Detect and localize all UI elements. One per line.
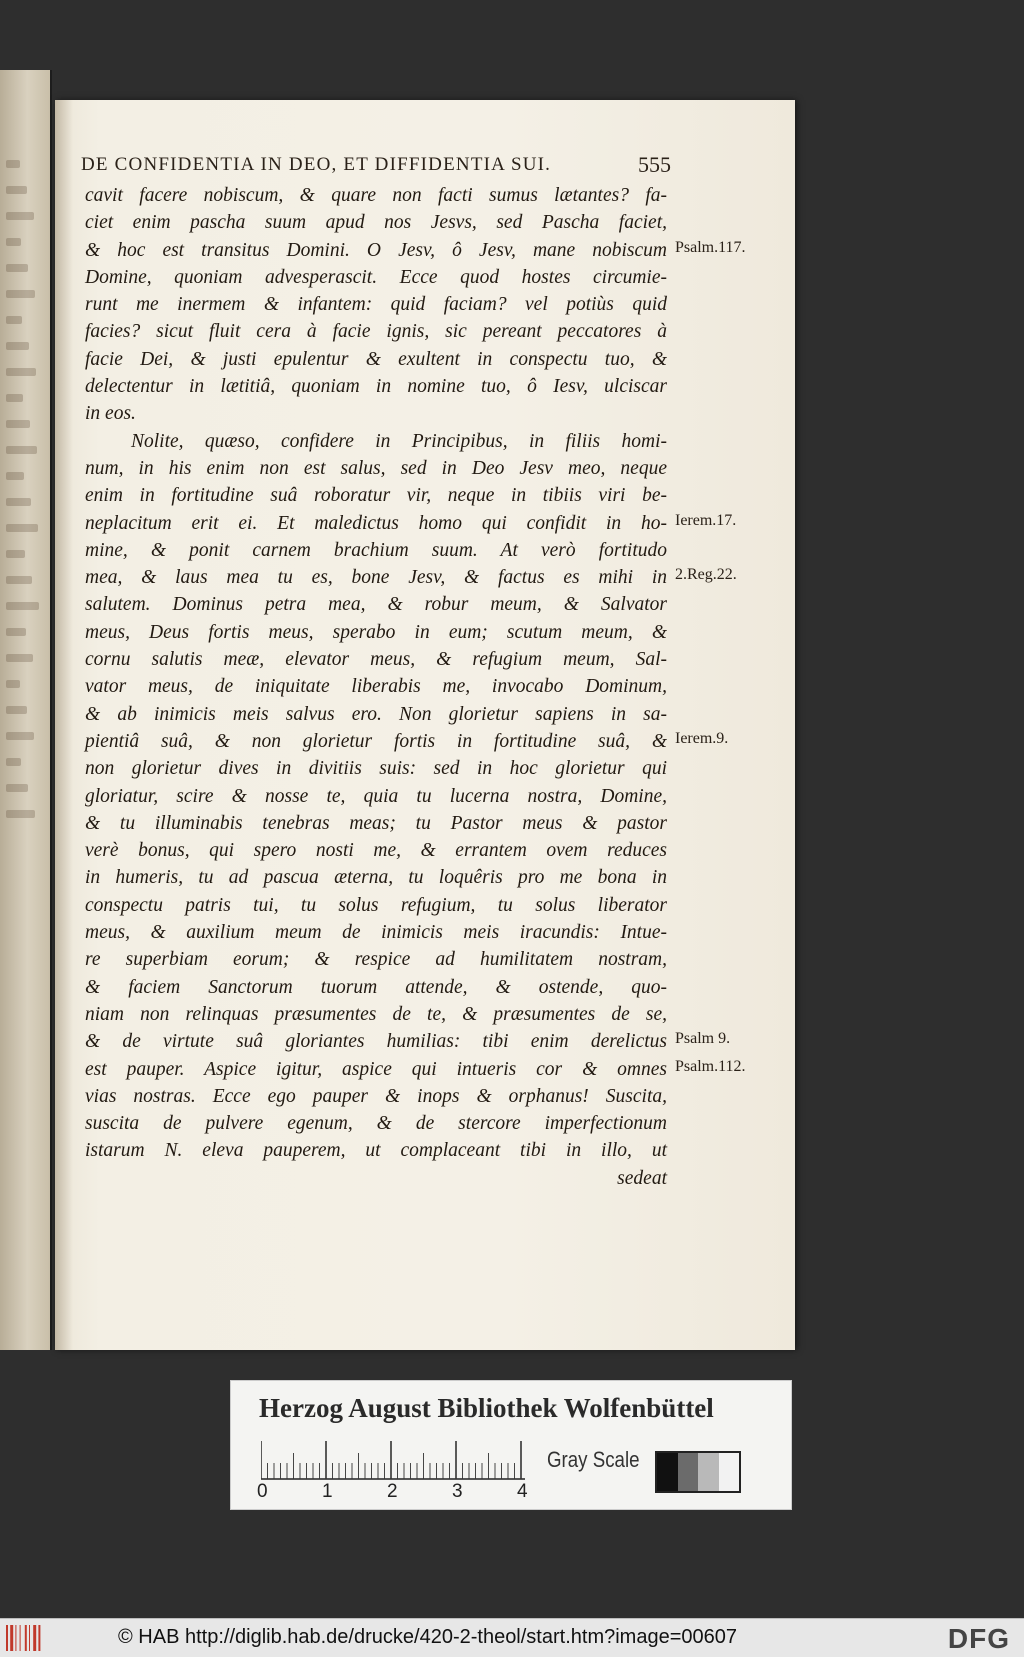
text-line: verè bonus, qui spero nosti me, & errantem ovem reduces — [85, 840, 667, 862]
library-name: Herzog August Bibliothek Wolfenbüttel — [259, 1393, 714, 1423]
facing-page-text-trace — [6, 706, 27, 714]
text-line: suscita de pulvere egenum, & de stercore imperfectionum — [85, 1113, 667, 1135]
text-line: & hoc est transitus Domini. O Jesv, ô Jesv, mane nobiscum — [85, 239, 667, 261]
gray-swatch — [678, 1453, 699, 1491]
text-line: ciet enim pascha suum apud nos Jesvs, sed Pascha faciet, — [85, 212, 667, 234]
text-line: enim in fortitudine suâ roboratur vir, neque in tibiis viri be- — [85, 485, 667, 507]
barcode-bar — [25, 1625, 27, 1651]
gray-scale-swatches — [655, 1451, 741, 1493]
text-line: re superbiam eorum; & respice ad humilitatem nostram, — [85, 949, 667, 971]
text-line: in eos. — [85, 403, 136, 425]
text-line: facies? sicut fluit cera à facie ignis, sic pereant peccatores à — [85, 321, 667, 343]
margin-note: Psalm 9. — [675, 1030, 731, 1048]
facing-page-text-trace — [6, 186, 27, 194]
gray-scale-label: Gray Scale — [547, 1447, 640, 1472]
text-line: niam non relinquas præsumentes de te, & præsumentes de se, — [85, 1003, 667, 1025]
ruler-scale — [261, 1441, 529, 1481]
facing-page-text-trace — [6, 732, 34, 740]
text-line: & tu illuminabis tenebras meas; tu Pastor meus & pastor — [85, 812, 667, 834]
text-line: est pauper. Aspice igitur, aspice qui intueris cor & omnes — [85, 1058, 667, 1080]
barcode-icon — [6, 1625, 46, 1651]
ruler-digits — [257, 1481, 537, 1503]
ruler-digit: 4 — [517, 1481, 528, 1502]
margin-note: Ierem.17. — [675, 511, 737, 529]
margin-note: Psalm.112. — [675, 1057, 746, 1075]
barcode-bar — [20, 1625, 21, 1651]
text-line: delectentur in lætitiâ, quoniam in nomine tuo, ô Iesv, ulciscar — [85, 376, 667, 398]
text-line: non glorietur dives in divitiis suis: sed in hoc glorietur qui — [85, 758, 667, 780]
facing-page-text-trace — [6, 316, 22, 324]
text-line: istarum N. eleva pauperem, ut complaceant tibi in illo, ut — [85, 1140, 667, 1162]
text-line: Nolite, quæso, confidere in Principibus, in filiis homi- — [131, 430, 667, 452]
facing-page-text-trace — [6, 342, 29, 350]
book-page — [55, 100, 795, 1350]
text-line: & ab inimicis meis salvus ero. Non glorietur sapiens in sa- — [85, 703, 667, 725]
text-line: facie Dei, & justi epulentur & exultent in conspectu tuo, & — [85, 348, 667, 370]
text-line: cornu salutis meæ, elevator meus, & refugium meum, Sal- — [85, 649, 667, 671]
facing-page-text-trace — [6, 628, 26, 636]
facing-page-text-trace — [6, 160, 20, 168]
barcode-bar — [29, 1625, 30, 1651]
page-gutter-shadow — [55, 100, 73, 1350]
text-line: salutem. Dominus petra mea, & robur meum, & Salvator — [85, 594, 667, 616]
facing-page-text-trace — [6, 394, 23, 402]
text-line: num, in his enim non est salus, sed in Deo Jesv meo, neque — [85, 457, 667, 479]
barcode-bar — [33, 1625, 36, 1651]
dfg-logo: DFG — [947, 1623, 1010, 1654]
text-line: & faciem Sanctorum tuorum attende, & ostende, quo- — [85, 976, 667, 998]
barcode-bar — [38, 1625, 40, 1651]
color-scale-card — [230, 1380, 792, 1510]
text-line: pientiâ suâ, & non glorietur fortis in fortitudine suâ, & — [85, 730, 667, 752]
facing-page-text-trace — [6, 472, 24, 480]
facing-page-text-trace — [6, 602, 39, 610]
text-line: in humeris, tu ad pascua æterna, tu loquêris pro me bona in — [85, 867, 667, 889]
text-line: & de virtute suâ gloriantes humilias: tibi enim derelictus — [85, 1031, 667, 1053]
text-line: mea, & laus mea tu es, bone Jesv, & factus es mihi in — [85, 567, 667, 589]
barcode-bar — [15, 1625, 16, 1651]
facing-page-text-trace — [6, 550, 25, 558]
source-url[interactable]: © HAB http://diglib.hab.de/drucke/420-2-theol/start.htm?image=00607 — [118, 1626, 737, 1648]
facing-page-text-trace — [6, 498, 31, 506]
gray-swatch — [719, 1453, 740, 1491]
facing-page-text-trace — [6, 238, 21, 246]
text-line: vias nostras. Ecce ego pauper & inops & orphanus! Suscita, — [85, 1085, 667, 1107]
facing-page-text-trace — [6, 446, 37, 454]
barcode-bar — [6, 1625, 8, 1651]
running-header — [81, 152, 671, 178]
facing-page-text-trace — [6, 576, 32, 584]
text-line: cavit facere nobiscum, & quare non facti sumus lætantes? fa- — [85, 185, 667, 206]
text-line: conspectu patris tui, tu solus refugium, tu solus liberator — [85, 894, 667, 916]
facing-page-text-trace — [6, 680, 20, 688]
running-title: DE CONFIDENTIA IN DEO, ET DIFFIDENTIA SUI. — [81, 154, 552, 175]
facing-page-text-trace — [6, 654, 33, 662]
gray-swatch — [657, 1453, 678, 1491]
facing-page-text-trace — [6, 264, 28, 272]
facing-page-text-trace — [6, 524, 38, 532]
text-line: sedeat — [617, 1167, 667, 1189]
text-line: runt me inermem & infantem: quid faciam? vel potiùs quid — [85, 294, 667, 316]
text-line: gloriatur, scire & nosse te, quia tu lucerna nostra, Domine, — [85, 785, 667, 807]
facing-page-text-trace — [6, 420, 30, 428]
facing-page-text-trace — [6, 368, 36, 376]
facing-page-text-trace — [6, 810, 35, 818]
text-line: vator meus, de iniquitate liberabis me, invocabo Dominum, — [85, 676, 667, 698]
body-text — [85, 182, 667, 1192]
ruler-digit: 3 — [452, 1481, 463, 1502]
facing-page-text-trace — [6, 212, 34, 220]
text-line: meus, Deus fortis meus, sperabo in eum; scutum meum, & — [85, 621, 667, 643]
ruler-digit: 0 — [257, 1481, 268, 1502]
ruler-digit: 1 — [322, 1481, 333, 1502]
margin-note: 2.Reg.22. — [675, 566, 737, 584]
footer-bar — [0, 1618, 1024, 1657]
margin-note: Psalm.117. — [675, 238, 746, 256]
page-number: 555 — [638, 152, 671, 177]
text-line: mine, & ponit carnem brachium suum. At verò fortitudo — [85, 539, 667, 561]
text-line: neplacitum erit ei. Et maledictus homo qui confidit in ho- — [85, 512, 667, 534]
gray-swatch — [698, 1453, 719, 1491]
barcode-bar — [10, 1625, 13, 1651]
margin-note: Ierem.9. — [675, 730, 729, 747]
facing-page-text-trace — [6, 290, 35, 298]
ruler-digit: 2 — [387, 1481, 398, 1502]
facing-page-text-trace — [6, 758, 21, 766]
facing-page-text-trace — [6, 784, 28, 792]
text-line: Domine, quoniam advesperascit. Ecce quod hostes circumie- — [85, 266, 667, 288]
facing-page-edge — [0, 70, 52, 1350]
text-line: meus, & auxilium meum de inimicis meis iracundis: Intue- — [85, 922, 667, 944]
